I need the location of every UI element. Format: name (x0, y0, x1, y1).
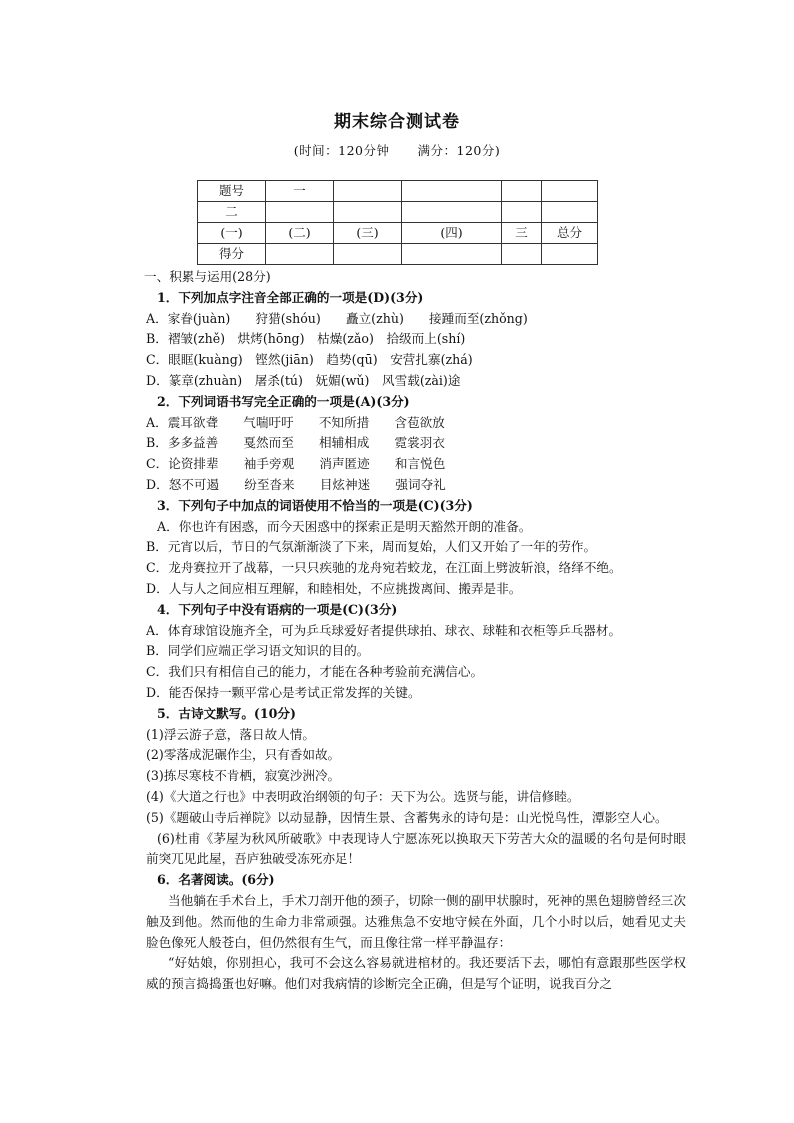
question-5-item-6: (6)杜甫《茅屋为秋风所破歌》中表现诗人宁愿冻死以换取天下劳苦大众的温暖的名句是何时眼前突兀见此屋，吾庐独破受冻死亦足！ (146, 830, 686, 867)
score-cell: 二 (198, 202, 266, 223)
score-cell (402, 244, 502, 265)
section-heading: 一、积累与运用(28分) (144, 269, 271, 284)
question-4-option-b: B．同学们应端正学习语文知识的目的。 (146, 643, 370, 659)
score-cell: (三) (334, 223, 402, 244)
exam-content (146, 267, 686, 995)
score-cell (334, 244, 402, 265)
question-1-option-b: B．褶皱(zhě) 烘烤(hōng) 枯燥(zǎo) 拾级而上(shí) (146, 331, 466, 347)
score-cell (334, 202, 402, 223)
score-cell (542, 202, 598, 223)
question-5-item-5: (5)《题破山寺后禅院》以动显静，因情生景、含蓄隽永的诗句是：山光悦鸟性，潭影空人心。 (146, 809, 668, 825)
question-6-stem: 6．名著阅读。(6分) (157, 872, 275, 888)
question-5-item-2: (2)零落成泥碾作尘，只有香如故。 (146, 747, 341, 763)
score-cell (502, 202, 542, 223)
page-title: 期末综合测试卷 (334, 112, 460, 132)
score-cell (334, 181, 402, 202)
score-cell (502, 244, 542, 265)
question-5-item-1: (1)浮云游子意，落日故人情。 (146, 726, 315, 742)
score-cell: (二) (266, 223, 334, 244)
question-2-option-b: B．多多益善 戛然而至 相辅相成 霓裳羽衣 (146, 435, 445, 451)
score-table-row-parts (198, 223, 598, 244)
question-2-option-d: D．怒不可遏 纷至沓来 目炫神迷 强词夺礼 (146, 476, 446, 492)
question-2-stem: 2．下列词语书写完全正确的一项是(A)(3分) (157, 393, 410, 409)
score-cell: 三 (502, 223, 542, 244)
score-table-row-section (198, 202, 598, 223)
score-cell: 总分 (542, 223, 598, 244)
score-cell: 题号 (198, 181, 266, 202)
score-cell (266, 202, 334, 223)
score-cell: (一) (198, 223, 266, 244)
question-1-stem: 1．下列加点字注音全部正确的一项是(D)(3分) (157, 289, 424, 305)
question-5-item-3: (3)拣尽寒枝不肯栖，寂寞沙洲冷。 (146, 768, 341, 784)
question-3-option-d: D．人与人之间应相互理解，和睦相处，不应挑拨离间、搬弄是非。 (146, 580, 522, 596)
question-4-option-d: D．能否保持一颗平常心是考试正常发挥的关键。 (146, 684, 421, 700)
score-cell (542, 244, 598, 265)
score-cell: 得分 (198, 244, 266, 265)
score-cell (402, 202, 502, 223)
question-1-option-c: C．眼眶(kuàng) 铿然(jiān) 趋势(qū) 安营扎寨(zhá) (146, 352, 473, 368)
question-3-option-c: C．龙舟赛拉开了战幕，一只只疾驰的龙舟宛若蛟龙，在江面上劈波斩浪，络绎不绝。 (146, 560, 622, 576)
question-1-option-a: A．家眷(juàn) 狩猎(shóu) 矗立(zhù) 接踵而至(zhǒng) (146, 310, 528, 326)
score-table-row-header (198, 181, 598, 202)
question-2-option-c: C．论资排辈 袖手旁观 消声匿迹 和言悦色 (146, 456, 446, 472)
question-5-stem: 5．古诗文默写。(10分) (157, 705, 296, 721)
question-4-option-c: C．我们只有相信自己的能力，才能在各种考验前充满信心。 (146, 664, 484, 680)
score-table (197, 180, 598, 265)
question-4-option-a: A．体育球馆设施齐全，可为乒乓球爱好者提供球拍、球衣、球鞋和衣柜等乒乓器材。 (146, 622, 622, 638)
score-cell: (四) (402, 223, 502, 244)
score-cell: 一 (266, 181, 334, 202)
question-1-option-d: D．篆章(zhuàn) 屠杀(tú) 妩媚(wǔ) 风雪载(zài)途 (146, 372, 461, 388)
score-cell (502, 181, 542, 202)
score-cell (402, 181, 502, 202)
question-3-option-b: B．元宵以后，节日的气氛渐渐淡了下来，周而复始，人们又开始了一年的劳作。 (146, 539, 597, 555)
question-3-stem: 3．下列句子中加点的词语使用不恰当的一项是(C)(3分) (157, 497, 473, 513)
score-cell (266, 244, 334, 265)
question-4-stem: 4．下列句子中没有语病的一项是(C)(3分) (157, 601, 398, 617)
reading-passage-paragraph: “好姑娘，你别担心，我可不会这么容易就进棺材的。我还要活下去，哪怕有意跟那些医学权威的预言捣捣蛋也好嘛。他们对我病情的诊断完全正确，但是写个证明，说我百分之 (146, 955, 686, 992)
question-3-option-a: A．你也许有困惑，而今天困惑中的探索正是明天豁然开朗的准备。 (157, 518, 532, 534)
reading-passage-paragraph: 当他躺在手术台上，手术刀剖开他的颈子，切除一侧的副甲状腺时，死神的黑色翅膀曾经三次触及到他。然而他的生命力非常顽强。达雅焦急不安地守候在外面，几个小时以后，她看见丈夫脸色像死人般苍白，但仍然很有生气，而且像往常一样平静温存： (146, 892, 686, 950)
question-5-item-4: (4)《大道之行也》中表明政治纲领的句子：天下为公。选贤与能，讲信修睦。 (146, 788, 580, 804)
score-cell (542, 181, 598, 202)
full-score: 满分：120分) (417, 143, 501, 158)
question-2-option-a: A．震耳欲聋 气喘吁吁 不知所措 含苞欲放 (146, 414, 445, 430)
score-table-row-score (198, 244, 598, 265)
time-limit: (时间：120分钟 (293, 143, 390, 158)
page-subtitle (0, 141, 794, 159)
